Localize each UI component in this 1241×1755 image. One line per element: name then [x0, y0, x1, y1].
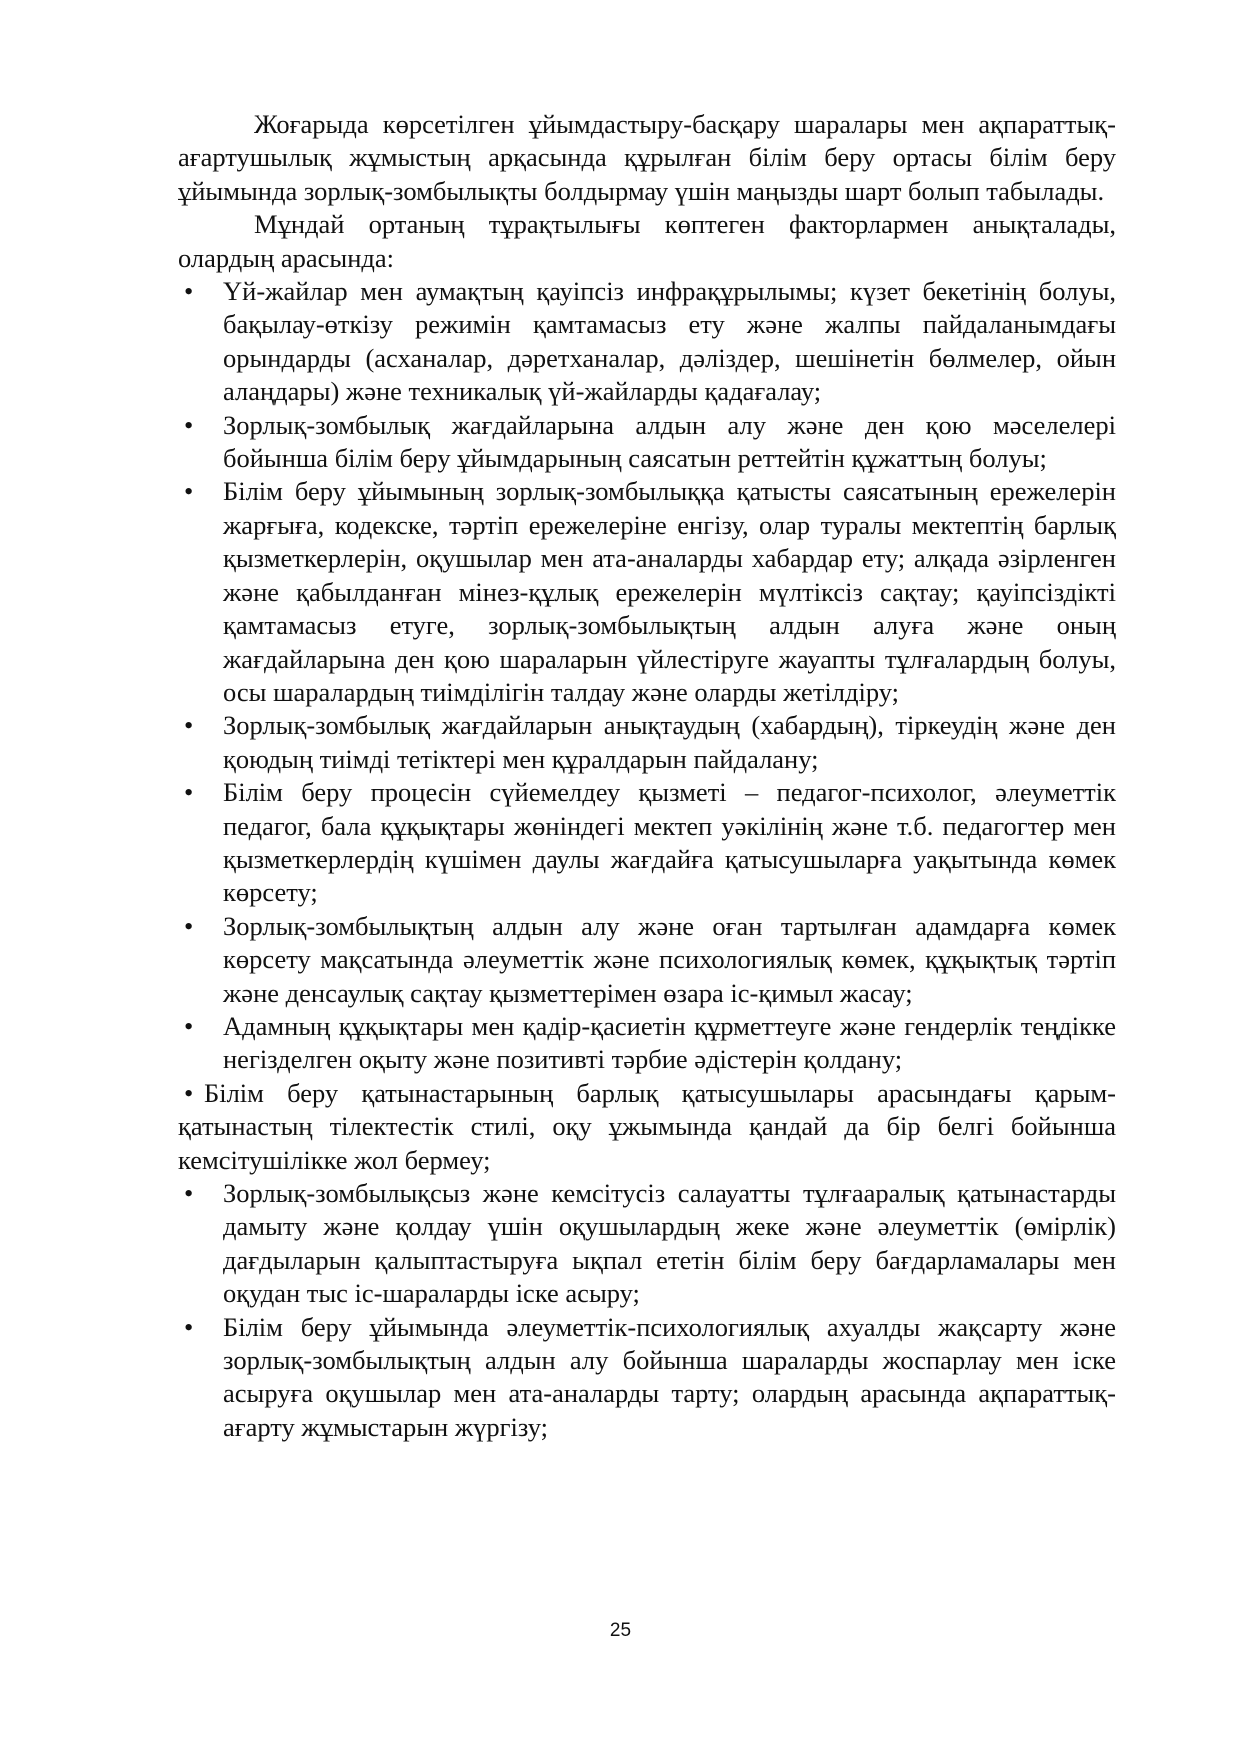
list-item — [178, 709, 1116, 776]
list-item-text: Зорлық-зомбылықтың алдын алу және оған тартылған адамдарға көмек көрсету мақсатында әлеуметтік және психологиялық көмек, құқықтық тәртіп және денсаулық сақтау қызметтерімен өзара іс-қимыл жасау; — [223, 910, 1116, 1008]
paragraph-factors: Мұндай ортаның тұрақтылығы көптеген факторлармен анықталады, олардың арасында: — [178, 209, 1116, 273]
list-item-text: Адамның құқықтары мен қадір-қасиетін құрметтеуге және гендерлік теңдікке негізделген оқыту және позитивті тәрбие әдістерін қолдану; — [223, 1010, 1116, 1075]
list-item-text: Білім беру процесін сүйемелдеу қызметі – педагог-психолог, әлеуметтік педагог, бала құқықтары жөніндегі мектеп уәкілінің және т.б. педагогтер мен қызметкерлердің күшімен даулы жағдайға қатысушыларға уақытында көмек көрсету; — [223, 777, 1116, 908]
list-item — [178, 1311, 1116, 1445]
list-item-text: Білім беру қатынастарының барлық қатысушылары арасындағы қарым-қатынастың тілектестік стилі, оқу ұжымында қандай да бір белгі бойынша кемсітушілікке жол бермеу; — [178, 1077, 1116, 1175]
factor-list-b — [178, 1177, 1116, 1444]
bullet-icon: • — [184, 1178, 194, 1208]
list-item — [178, 776, 1116, 910]
page-number: 25 — [609, 1620, 632, 1641]
list-item-text: Білім беру ұйымының зорлық-зомбылыққа қатысты саясатының ережелерін жарғыға, кодекске, тәртіп ережелеріне енгізу, олар туралы мектептің барлық қызметкерлерін, оқушылар мен ата-аналарды хабардар ету; алқада әзірленген және қабылданған мінез-құлық ережелерін мүлтіксіз сақтау; қауіпсіздікті қамтамасыз етуге, зорлық-зомбылықтың алдын алуға және оның жағдайларына ден қою шараларын үйлестіруге жауапты тұлғалардың болуы, осы шаралардың тиімділігін талдау және оларды жетілдіру; — [223, 476, 1116, 707]
list-item-unindented — [178, 1077, 1116, 1177]
list-item — [178, 910, 1116, 1010]
list-item-text: Білім беру ұйымында әлеуметтік-психологиялық ахуалды жақсарту және зорлық-зомбылықтың алдын алу бойынша шараларды жоспарлау мен іске асыруға оқушылар мен ата-аналарды тарту; олардың арасында ақпараттық-ағарту жұмыстарын жүргізу; — [223, 1311, 1116, 1442]
list-item-text: Үй-жайлар мен аумақтың қауіпсіз инфрақұрылымы; күзет бекетінің болуы, бақылау-өткізу режимін қамтамасыз ету және жалпы пайдаланымдағы орындарды (асханалар, дәретханалар, дәліздер, шешінетін бөлмелер, ойын алаңдары) және техникалық үй-жайларды қадағалау; — [223, 276, 1116, 407]
list-item — [178, 409, 1116, 476]
list-item-text: Зорлық-зомбылық жағдайларына алдын алу және ден қою мәселелері бойынша білім беру ұйымдарының саясатын реттейтін құжаттың болуы; — [223, 409, 1116, 474]
bullet-icon: • — [184, 476, 194, 507]
bullet-icon: • — [184, 276, 194, 307]
list-item — [178, 1177, 1116, 1311]
list-item — [178, 475, 1116, 709]
paragraph-intro: Жоғарыда көрсетілген ұйымдастыру-басқару шаралары мен ақпараттық-ағартушылық жұмыстың арқасында құрылған білім беру ортасы білім беру ұйымында зорлық-зомбылықты болдырмау үшін маңызды шарт болып табылады. — [178, 109, 1116, 206]
bullet-icon: • — [184, 910, 194, 941]
bullet-icon: • — [184, 1311, 194, 1342]
list-item-text: Зорлық-зомбылықсыз және кемсітусіз салауатты тұлғааралық қатынастарды дамыту және қолдау үшін оқушылардың жеке және әлеуметтік (өмірлік) дағдыларын қалыптастыруға ықпал ететін білім беру бағдарламалары мен оқудан тыс іс-шараларды іске асыру; — [223, 1178, 1116, 1309]
list-item — [178, 1010, 1116, 1077]
bullet-icon: • — [184, 710, 194, 741]
bullet-icon: • — [184, 409, 194, 440]
bullet-icon: • — [184, 1077, 194, 1108]
bullet-icon: • — [184, 1010, 194, 1041]
list-item — [178, 275, 1116, 409]
list-item-text: Зорлық-зомбылық жағдайларын анықтаудың (хабардың), тіркеудің және ден қоюдың тиімді тетіктері мен құралдарын пайдалану; — [223, 710, 1116, 774]
document-page — [178, 108, 1116, 1444]
bullet-icon: • — [184, 777, 194, 808]
factor-list-a — [178, 275, 1116, 1077]
